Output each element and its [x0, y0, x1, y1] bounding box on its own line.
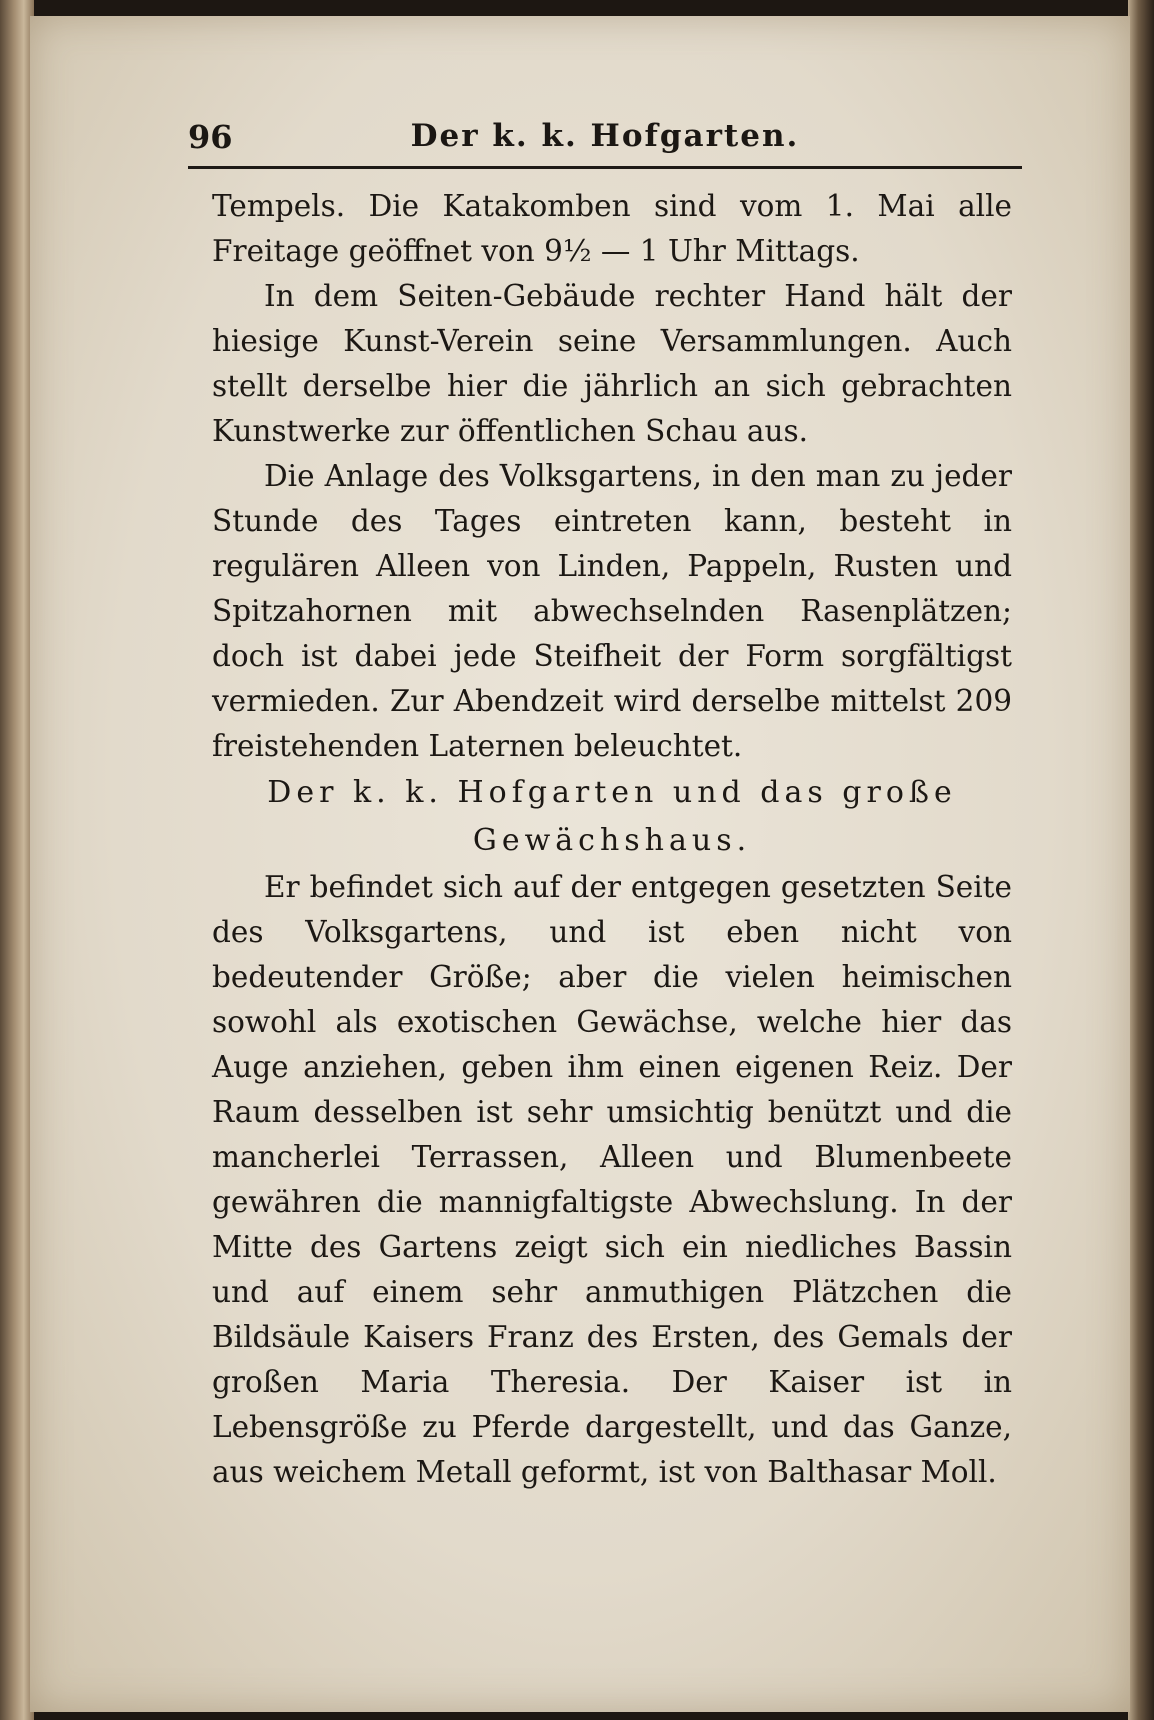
- body-text: [212, 184, 1012, 1495]
- paragraph-kunstverein: In dem Seiten-Gebäude rechter Hand hält der hiesige Kunst-Verein seine Versammlungen. Auch stellt derselbe hier die jährlich an sich gebrachten Kunstwerke zur öffentlichen Schau aus.: [212, 279, 1012, 448]
- page-number: 96: [188, 118, 233, 156]
- book-edge-left: [0, 0, 34, 1720]
- running-head: [188, 118, 1022, 169]
- paragraph-continued: Tempels. Die Katakomben sind vom 1. Mai alle Freitage geöffnet von 9½ — 1 Uhr Mittags.: [212, 189, 1012, 268]
- book-edge-right: [1128, 0, 1154, 1720]
- paragraph-hofgarten: Er befindet sich auf der entgegen gesetzten Seite des Volksgartens, und ist eben nicht von bedeutender Größe; aber die vielen heimischen sowohl als exotischen Gewächse, welche hier das Auge anziehen, geben ihm einen eigenen Reiz. Der Raum desselben ist sehr umsichtig benützt und die mancherlei Terrassen, Alleen und Blumenbeete gewähren die mannigfaltigste Abwechslung. In der Mitte des Gartens zeigt sich ein niedliches Bassin und auf einem sehr anmuthigen Plätzchen die Bildsäule Kaisers Franz des Ersten, des Gemals der großen Maria Theresia. Der Kaiser ist in Lebensgröße zu Pferde dargestellt, und das Ganze, aus weichem Metall geformt, ist von Balthasar Moll.: [212, 870, 1012, 1489]
- running-head-title: Der k. k. Hofgarten.: [410, 118, 800, 154]
- section-heading: Der k. k. Hofgarten und das große Gewächshaus.: [267, 775, 957, 858]
- paragraph-volksgarten: Die Anlage des Volksgartens, in den man zu jeder Stunde des Tages eintreten kann, besteht in regulären Alleen von Linden, Pappeln, Rusten und Spitzahornen mit abwechselnden Rasenplätzen; doch ist dabei jede Steifheit der Form sorgfältigst vermieden. Zur Abendzeit wird derselbe mittelst 209 freistehenden Laternen beleuchtet.: [212, 459, 1012, 763]
